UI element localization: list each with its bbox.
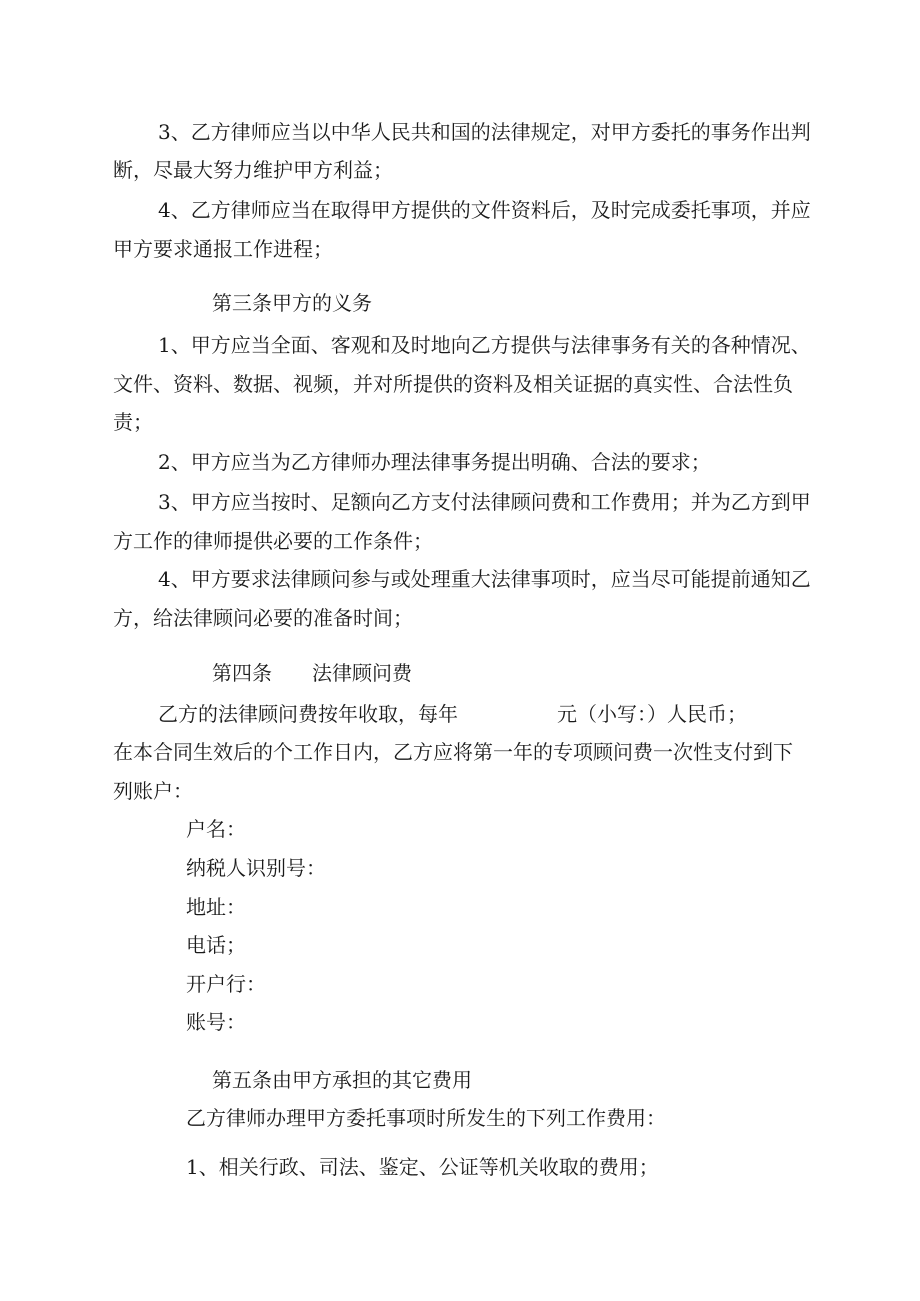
article4-title — [212, 661, 412, 685]
article3-item3-line1: 3、甲方应当按时、足额向乙方支付法律顾问费和工作费用；并为乙方到甲 — [158, 490, 811, 514]
account-bank-label: 开户行： — [186, 972, 266, 996]
article4-fee-part1: 乙方的法律顾问费按年收取，每年 — [158, 702, 458, 726]
duty-b-item4-line2: 甲方要求通报工作进程； — [113, 237, 333, 261]
account-address-label: 地址： — [186, 895, 246, 919]
duty-b-item3-line1: 3、乙方律师应当以中华人民共和国的法律规定，对甲方委托的事务作出判 — [158, 120, 811, 144]
duty-b-item3-line2: 断，尽最大努力维护甲方利益； — [113, 158, 393, 182]
article5-item1: 1、相关行政、司法、鉴定、公证等机关收取的费用； — [186, 1155, 659, 1179]
account-name-label: 户名： — [186, 817, 246, 841]
article3-item4-line1: 4、甲方要求法律顾问参与或处理重大法律事项时，应当尽可能提前通知乙 — [158, 567, 811, 591]
article4-title-number: 第四条 — [212, 661, 272, 685]
article3-item3-line2: 方工作的律师提供必要的工作条件； — [113, 529, 433, 553]
article3-item1-line3: 责； — [113, 410, 153, 434]
account-phone-label: 电话； — [186, 933, 246, 957]
article4-fee-part2: 元（小写：）人民币； — [557, 702, 747, 726]
article4-payment-line2: 列账户： — [113, 779, 193, 803]
article3-item1-line1: 1、甲方应当全面、客观和及时地向乙方提供与法律事务有关的各种情况、 — [158, 333, 811, 357]
article5-intro: 乙方律师办理甲方委托事项时所发生的下列工作费用： — [186, 1106, 666, 1130]
article3-item2: 2、甲方应当为乙方律师办理法律事务提出明确、合法的要求； — [158, 450, 711, 474]
article4-payment-line1: 在本合同生效后的个工作日内，乙方应将第一年的专项顾问费一次性支付到下 — [113, 740, 793, 764]
article4-title-text: 法律顾问费 — [312, 661, 412, 685]
article3-item1-line2: 文件、资料、数据、视频，并对所提供的资料及相关证据的真实性、合法性负 — [113, 372, 793, 396]
duty-b-item4-line1: 4、乙方律师应当在取得甲方提供的文件资料后，及时完成委托事项，并应 — [158, 198, 811, 222]
account-number-label: 账号： — [186, 1010, 246, 1034]
article3-item4-line2: 方，给法律顾问必要的准备时间； — [113, 606, 413, 630]
article5-title: 第五条由甲方承担的其它费用 — [212, 1068, 472, 1092]
account-tax-id-label: 纳税人识别号： — [186, 856, 326, 880]
article3-title: 第三条甲方的义务 — [212, 291, 372, 315]
